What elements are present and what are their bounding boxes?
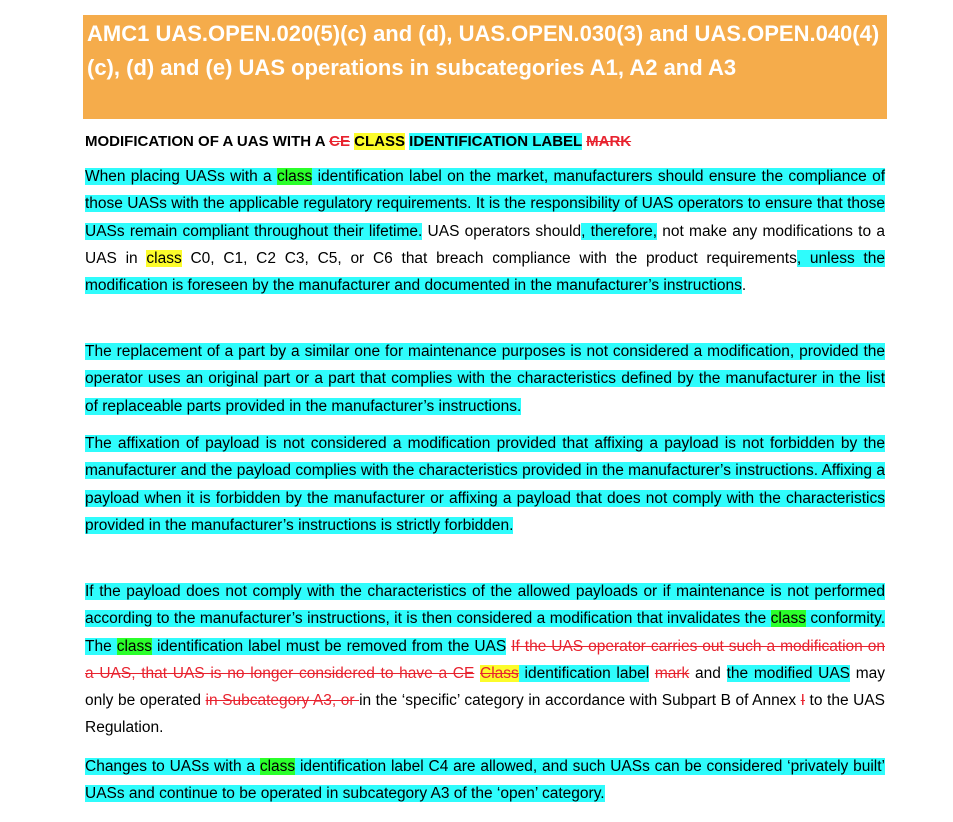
highlighted-text: identification label C4 are allowed, and such UASs can be considered ‘privately built’ UASs and continue to be operated in subcategory A3 of the ‘open’ category. bbox=[85, 758, 885, 803]
highlighted-text: identification label on the market, manufacturers should ensure the compliance of those UASs with the applicable regulatory requirements. It is the responsibility of UAS operators to ensure that those UASs remain compliant throughout their lifetime. bbox=[85, 168, 885, 240]
paragraph-1 bbox=[85, 163, 885, 299]
body-text: . bbox=[741, 277, 747, 295]
class-term: class bbox=[146, 249, 182, 267]
highlighted-text: If the payload does not comply with the characteristics of the allowed payloads or if maintenance is not performed according to the manufacturer’s instructions, it is then considered a modification that invalidates the bbox=[85, 583, 885, 628]
highlighted-text: The replacement of a part by a similar one for maintenance purposes is not considered a modification, provided the operator uses an original part or a part that complies with the characteristics defined by the manufacturer in the list of replaceable parts provided in the manufacturer’s instructions. bbox=[85, 343, 885, 415]
deleted-text: mark bbox=[654, 664, 690, 682]
body-text: not make any modifications to a UAS in bbox=[85, 222, 885, 267]
highlighted-text: IDENTIFICATION LABEL bbox=[409, 133, 582, 150]
highlighted-text: the modified UAS bbox=[726, 664, 851, 682]
body-text: and bbox=[689, 664, 727, 682]
body-text: C0, C1, C2 C3, C5, or C6 that breach compliance with the product requirements bbox=[181, 249, 797, 267]
class-term: class bbox=[276, 168, 313, 185]
deleted-text: MARK bbox=[586, 133, 632, 150]
section-heading bbox=[85, 132, 631, 152]
deleted-text: CE bbox=[329, 133, 350, 150]
highlighted-text: identification label must be removed from the UAS bbox=[152, 637, 507, 655]
highlighted-text: CLASS bbox=[354, 133, 405, 150]
highlighted-text: When placing UASs with a bbox=[85, 168, 277, 185]
highlighted-text: conformity. The bbox=[85, 610, 885, 655]
title-banner bbox=[83, 15, 887, 119]
heading-text: MODIFICATION OF A UAS WITH A bbox=[85, 133, 330, 150]
class-term: class bbox=[259, 758, 296, 775]
body-text: in the ‘specific’ category in accordance with Subpart B of Annex bbox=[359, 692, 801, 710]
highlighted-text: Changes to UASs with a bbox=[85, 758, 260, 775]
highlighted-text: , unless the modification is foreseen by the manufacturer and documented in the manufacturer’s instructions bbox=[85, 249, 885, 295]
highlighted-text: The affixation of payload is not considered a modification provided that affixing a payload is not forbidden by the manufacturer and the payload complies with the characteristics provided in the manufacturer’s instructions. Affixing a payload when it is forbidden by the manufacturer or affixing a payload that does not comply with the characteristics provided in the manufacturer’s instructions is strictly forbidden. bbox=[85, 435, 885, 534]
paragraph-2 bbox=[85, 338, 885, 420]
highlighted-text: , therefore, bbox=[581, 222, 657, 240]
deleted-text: If the UAS operator carries out such a modification on a UAS, that UAS is no longer considered to have a CE bbox=[85, 637, 886, 682]
deleted-text: Class bbox=[480, 664, 519, 682]
paragraph-5 bbox=[85, 753, 885, 808]
paragraph-4 bbox=[85, 578, 885, 742]
document-title: AMC1 UAS.OPEN.020(5)(c) and (d), UAS.OPEN.030(3) and UAS.OPEN.040(4)(c), (d) and (e) UAS operations in subcategories A1, A2 and A3 bbox=[87, 21, 880, 80]
deleted-text: I bbox=[800, 692, 805, 710]
body-text: may only be operated bbox=[85, 664, 886, 710]
body-text: UAS operators should bbox=[422, 222, 582, 240]
class-term: class bbox=[116, 637, 153, 655]
class-term: class bbox=[770, 610, 806, 628]
body-text: to the UAS Regulation. bbox=[85, 692, 886, 737]
paragraph-3 bbox=[85, 430, 885, 539]
highlighted-text: identification label bbox=[518, 664, 650, 682]
deleted-text: in Subcategory A3, or bbox=[205, 692, 360, 710]
